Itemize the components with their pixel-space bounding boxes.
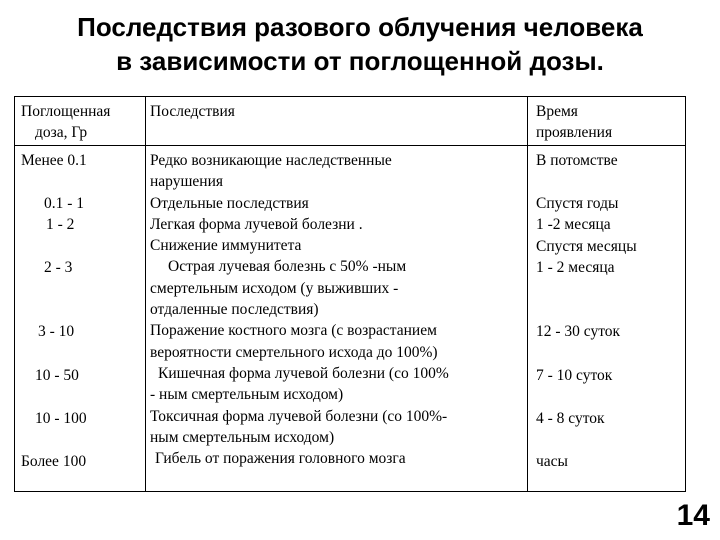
dose-cell: Более 100 (21, 453, 87, 470)
header-dose-line-1: Поглощенная (21, 103, 111, 120)
effect-line: вероятности смертельного исхода до 100%) (150, 343, 438, 361)
time-cell: 1 - 2 месяца (536, 259, 615, 276)
time-cell: 7 - 10 суток (536, 367, 613, 384)
header-effects: Последствия (150, 103, 235, 120)
effect-line: нарушения (150, 173, 224, 191)
time-cell: часы (536, 453, 568, 470)
effect-line: Гибель от поражения головного мозга (155, 450, 406, 468)
dose-cell: 3 - 10 (38, 323, 75, 340)
effect-line: отдаленные последствия) (150, 301, 319, 319)
effect-line: Острая лучевая болезнь с 50% -ным (168, 258, 407, 276)
dose-cell: 10 - 100 (35, 410, 87, 427)
dose-cell: 10 - 50 (35, 367, 79, 384)
column-divider-2 (527, 97, 528, 491)
effects-column (150, 150, 449, 469)
time-cell: В потомстве (536, 152, 618, 169)
header-time-line-1: Время (536, 103, 578, 120)
header-divider (15, 145, 685, 146)
header-time-line-2: проявления (536, 124, 613, 142)
effect-line: Поражение костного мозга (с возрастанием (150, 322, 437, 340)
effect-line: ным смертельным исходом) (150, 428, 335, 446)
header-time (536, 101, 612, 144)
header-dose (21, 101, 110, 144)
effect-line: Легкая форма лучевой болезни . (150, 215, 363, 233)
effect-line: Кишечная форма лучевой болезни (со 100% (158, 364, 449, 382)
dose-cell: 1 - 2 (46, 216, 75, 233)
effect-line: - ным смертельным исходом) (150, 386, 344, 404)
time-cell: Спустя месяцы (536, 238, 637, 255)
dose-cell: 0.1 - 1 (44, 195, 85, 212)
effect-line: смертельным исходом (у выживших - (150, 279, 399, 297)
effect-line: Токсичная форма лучевой болезни (со 100%- (150, 407, 448, 425)
dose-cell: Менее 0.1 (21, 152, 87, 169)
slide-title (0, 10, 720, 78)
effect-line: Редко возникающие наследственные (150, 152, 392, 169)
effect-line: Снижение иммунитета (150, 237, 302, 255)
header-dose-line-2: доза, Гр (35, 124, 88, 142)
column-divider-1 (145, 97, 146, 491)
time-cell: 1 -2 месяца (536, 216, 611, 233)
page-number: 14 (676, 499, 710, 532)
effect-line: Отдельные последствия (150, 194, 309, 212)
slide-title-line-1: Последствия разового облучения человека (77, 12, 643, 42)
slide-title-line-2: в зависимости от поглощенной дозы. (116, 46, 604, 76)
dose-effects-table (14, 96, 686, 492)
dose-cell: 2 - 3 (44, 259, 73, 276)
time-cell: Спустя годы (536, 195, 619, 212)
time-cell: 12 - 30 суток (536, 323, 621, 340)
time-cell: 4 - 8 суток (536, 410, 605, 427)
